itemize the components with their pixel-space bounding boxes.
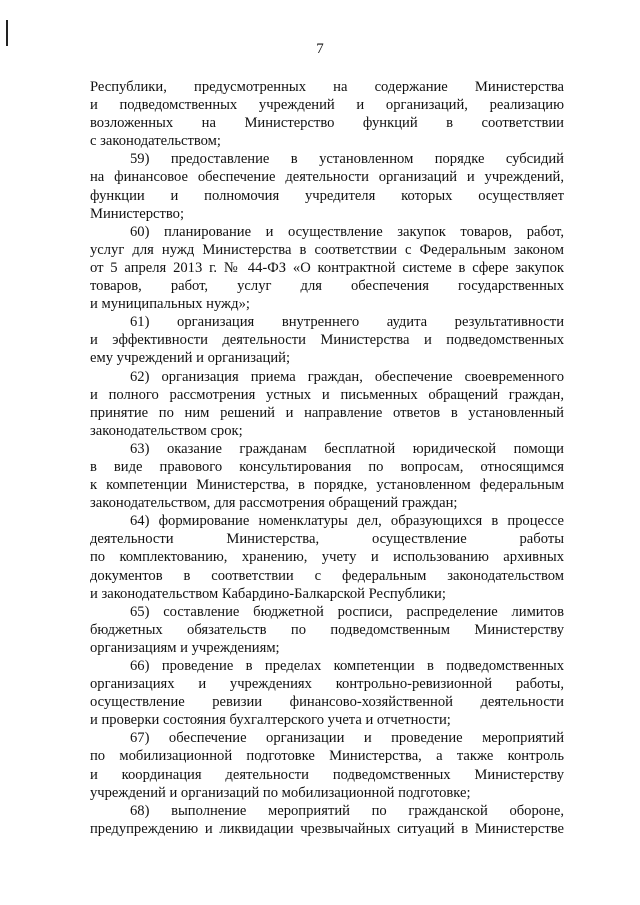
text-line-content: организациям и учреждениям; — [90, 639, 280, 656]
text-line — [90, 331, 564, 349]
text-line — [90, 132, 564, 150]
text-line-content: возложенных на Министерство функций в соответствии — [90, 115, 564, 132]
text-line-content: бюджетных обязательств по подведомственным Министерству — [90, 621, 564, 638]
text-line — [90, 693, 564, 711]
text-line — [90, 512, 564, 530]
text-line — [90, 820, 564, 838]
text-line — [90, 114, 564, 132]
text-line-content: по мобилизационной подготовке Министерства, а также контроль — [90, 748, 564, 765]
text-line-content: и эффективности деятельности Министерства и подведомственных — [90, 332, 564, 349]
text-line-content: и проверки состояния бухгалтерского учета и отчетности; — [90, 712, 451, 729]
document-body — [90, 78, 564, 838]
text-line-content: документов в соответствии с федеральным законодательством — [90, 567, 564, 584]
text-line-content: деятельности Министерства, осуществление работы — [90, 531, 564, 548]
text-line — [90, 241, 564, 259]
text-line — [90, 440, 564, 458]
text-line — [90, 458, 564, 476]
text-line — [90, 368, 564, 386]
text-line — [90, 603, 564, 621]
text-line — [90, 494, 564, 512]
text-line-content: 64) формирование номенклатуры дел, образующихся в процессе — [130, 513, 564, 530]
text-line — [90, 223, 564, 241]
text-line — [90, 404, 564, 422]
text-line-content: и муниципальных нужд»; — [90, 296, 250, 313]
text-line — [90, 675, 564, 693]
text-line-content: предупреждению и ликвидации чрезвычайных ситуаций в Министерстве — [90, 820, 564, 837]
text-line — [90, 567, 564, 585]
text-line — [90, 585, 564, 603]
text-line — [90, 729, 564, 747]
text-line-content: организациях и учреждениях контрольно-ревизионной работы, — [90, 676, 564, 693]
text-line-content: 63) оказание гражданам бесплатной юридической помощи — [130, 440, 564, 457]
text-line-content: по комплектованию, хранению, учету и использованию архивных — [90, 549, 564, 566]
text-line — [90, 548, 564, 566]
text-line — [90, 639, 564, 657]
text-line — [90, 295, 564, 313]
text-line — [90, 784, 564, 802]
text-line — [90, 259, 564, 277]
text-line — [90, 205, 564, 223]
text-line-content: функции и полномочия учредителя которых осуществляет — [90, 187, 564, 204]
text-line-content: 65) составление бюджетной росписи, распределение лимитов — [130, 603, 564, 620]
text-line — [90, 802, 564, 820]
text-line-content: Министерство; — [90, 205, 185, 222]
text-line-content: 61) организация внутреннего аудита результативности — [130, 314, 564, 331]
text-line-content: 68) выполнение мероприятий по гражданской обороне, — [130, 802, 564, 819]
text-line — [90, 476, 564, 494]
text-line-content: и законодательством Кабардино-Балкарской Республики; — [90, 585, 446, 602]
text-line — [90, 657, 564, 675]
text-line-content: 62) организация приема граждан, обеспечение своевременного — [130, 368, 564, 385]
text-line-content: законодательством, для рассмотрения обращений граждан; — [90, 495, 458, 512]
text-line — [90, 187, 564, 205]
text-line — [90, 168, 564, 186]
text-line-content: услуг для нужд Министерства в соответствии с Федеральным законом — [90, 241, 564, 258]
text-line-content: от 5 апреля 2013 г. № 44-ФЗ «О контрактной системе в сфере закупок — [90, 259, 564, 276]
text-line — [90, 277, 564, 295]
text-line-content: 67) обеспечение организации и проведение мероприятий — [130, 730, 564, 747]
text-line-content: на финансовое обеспечение деятельности организаций и учреждений, — [90, 169, 564, 186]
text-line-content: и подведомственных учреждений и организаций, реализацию — [90, 97, 564, 114]
text-line — [90, 711, 564, 729]
text-line — [90, 150, 564, 168]
text-line — [90, 313, 564, 331]
text-line — [90, 766, 564, 784]
text-line — [90, 349, 564, 367]
text-line-content: ему учреждений и организаций; — [90, 350, 290, 367]
text-line-content: учреждений и организаций по мобилизационной подготовке; — [90, 784, 471, 801]
text-line-content: 66) проведение в пределах компетенции в подведомственных — [130, 658, 564, 674]
text-line-content: с законодательством; — [90, 133, 221, 150]
text-line-content: осуществление ревизии финансово-хозяйственной деятельности — [90, 694, 564, 711]
text-line-content: 60) планирование и осуществление закупок товаров, работ, — [130, 223, 564, 240]
text-line-content: к компетенции Министерства, в порядке, установленном федеральным — [90, 477, 564, 494]
text-line — [90, 530, 564, 548]
text-line-content: законодательством срок; — [90, 422, 243, 439]
text-line-content: в виде правового консультирования по вопросам, относящимся — [90, 458, 564, 475]
text-line-content: 59) предоставление в установленном порядке субсидий — [130, 151, 564, 168]
page-number: 7 — [316, 41, 324, 57]
text-line — [90, 621, 564, 639]
text-line — [90, 422, 564, 440]
text-line — [90, 78, 564, 96]
text-line-content: и полного рассмотрения устных и письменных обращений граждан, — [90, 386, 564, 403]
text-line-content: и координация деятельности подведомственных Министерству — [90, 766, 564, 783]
text-line — [90, 747, 564, 765]
text-line — [90, 96, 564, 114]
text-line-content: Республики, предусмотренных на содержание Министерства — [90, 79, 564, 95]
text-line-content: товаров, работ, услуг для обеспечения государственных — [90, 278, 564, 295]
text-line — [90, 386, 564, 404]
text-line-content: принятие по ним решений и направление ответов в установленный — [90, 404, 564, 421]
